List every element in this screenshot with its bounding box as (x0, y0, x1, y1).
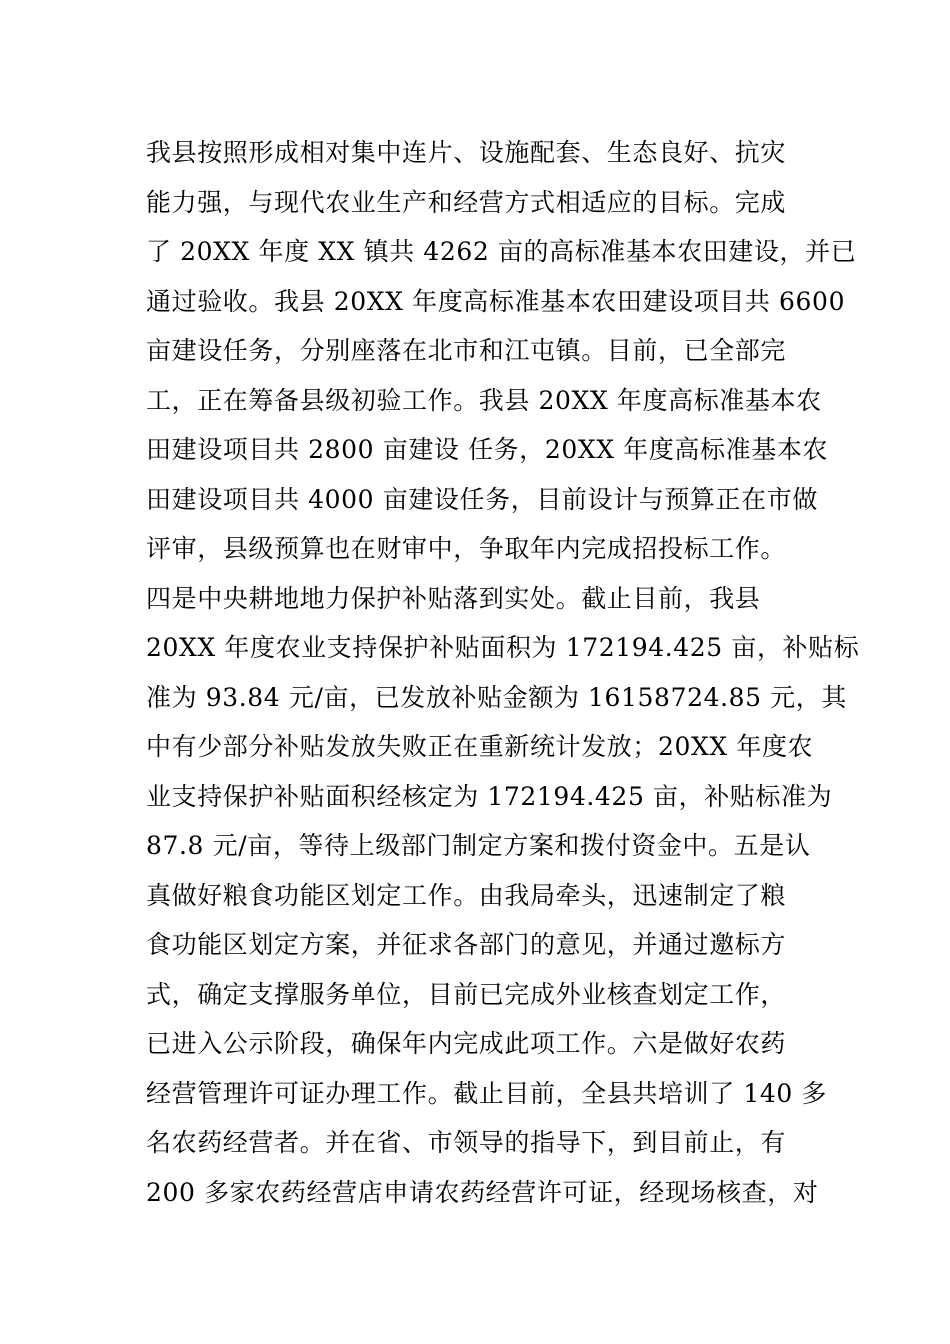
text-line-5: 亩建设任务，分别座落在北市和江屯镇。目前，已全部完 (146, 336, 787, 365)
text-line-18: 式，确定支撑服务单位，目前已完成外业核查划定工作， (146, 979, 787, 1009)
text-line-3: 了 20XX 年度 XX 镇共 4262 亩的高标准基本农田建设，并已 (146, 237, 857, 266)
text-line-4: 通过验收。我县 20XX 年度高标准基本农田建设项目共 6600 (146, 286, 846, 316)
text-line-19: 已进入公示阶段，确保年内完成此项工作。六是做好农药 (146, 1029, 787, 1058)
text-line-13: 中有少部分补贴发放失败正在重新统计发放；20XX 年度农 (146, 732, 814, 761)
text-line-12: 准为 93.84 元/亩，已发放补贴金额为 16158724.85 元，其 (146, 682, 847, 712)
text-line-21: 名农药经营者。并在省、市领导的指导下，到目前止，有 (146, 1128, 787, 1157)
text-line-9: 评审，县级预算也在财审中，争取年内完成招投标工作。 (146, 534, 787, 563)
text-line-10: 四是中央耕地地力保护补贴落到实处。截止目前，我县 (146, 583, 761, 613)
text-line-16: 真做好粮食功能区划定工作。由我局牵头，迅速制定了粮 (146, 880, 787, 910)
text-line-11: 20XX 年度农业支持保护补贴面积为 172194.425 亩，补贴标 (146, 633, 860, 662)
text-line-6: 工，正在筹备县级初验工作。我县 20XX 年度高标准基本农 (146, 385, 822, 415)
text-line-8: 田建设项目共 4000 亩建设任务，目前设计与预算正在市做 (146, 484, 818, 514)
text-line-15: 87.8 元/亩，等待上级部门制定方案和拨付资金中。五是认 (146, 831, 811, 860)
text-line-2: 能力强，与现代农业生产和经营方式相适应的目标。完成 (146, 187, 787, 217)
text-line-17: 食功能区划定方案，并征求各部门的意见，并通过邀标方 (146, 930, 787, 959)
text-line-14: 业支持保护补贴面积经核定为 172194.425 亩，补贴标准为 (146, 781, 833, 811)
text-line-1: 我县按照形成相对集中连片、设施配套、生态良好、抗灾 (146, 138, 787, 167)
text-line-22: 200 多家农药经营店申请农药经营许可证，经现场核查，对 (146, 1177, 819, 1207)
body-text (146, 128, 860, 1217)
text-line-20: 经营管理许可证办理工作。截止目前，全县共培训了 140 多 (146, 1078, 828, 1108)
text-line-7: 田建设项目共 2800 亩建设 任务，20XX 年度高标准基本农 (146, 435, 829, 464)
